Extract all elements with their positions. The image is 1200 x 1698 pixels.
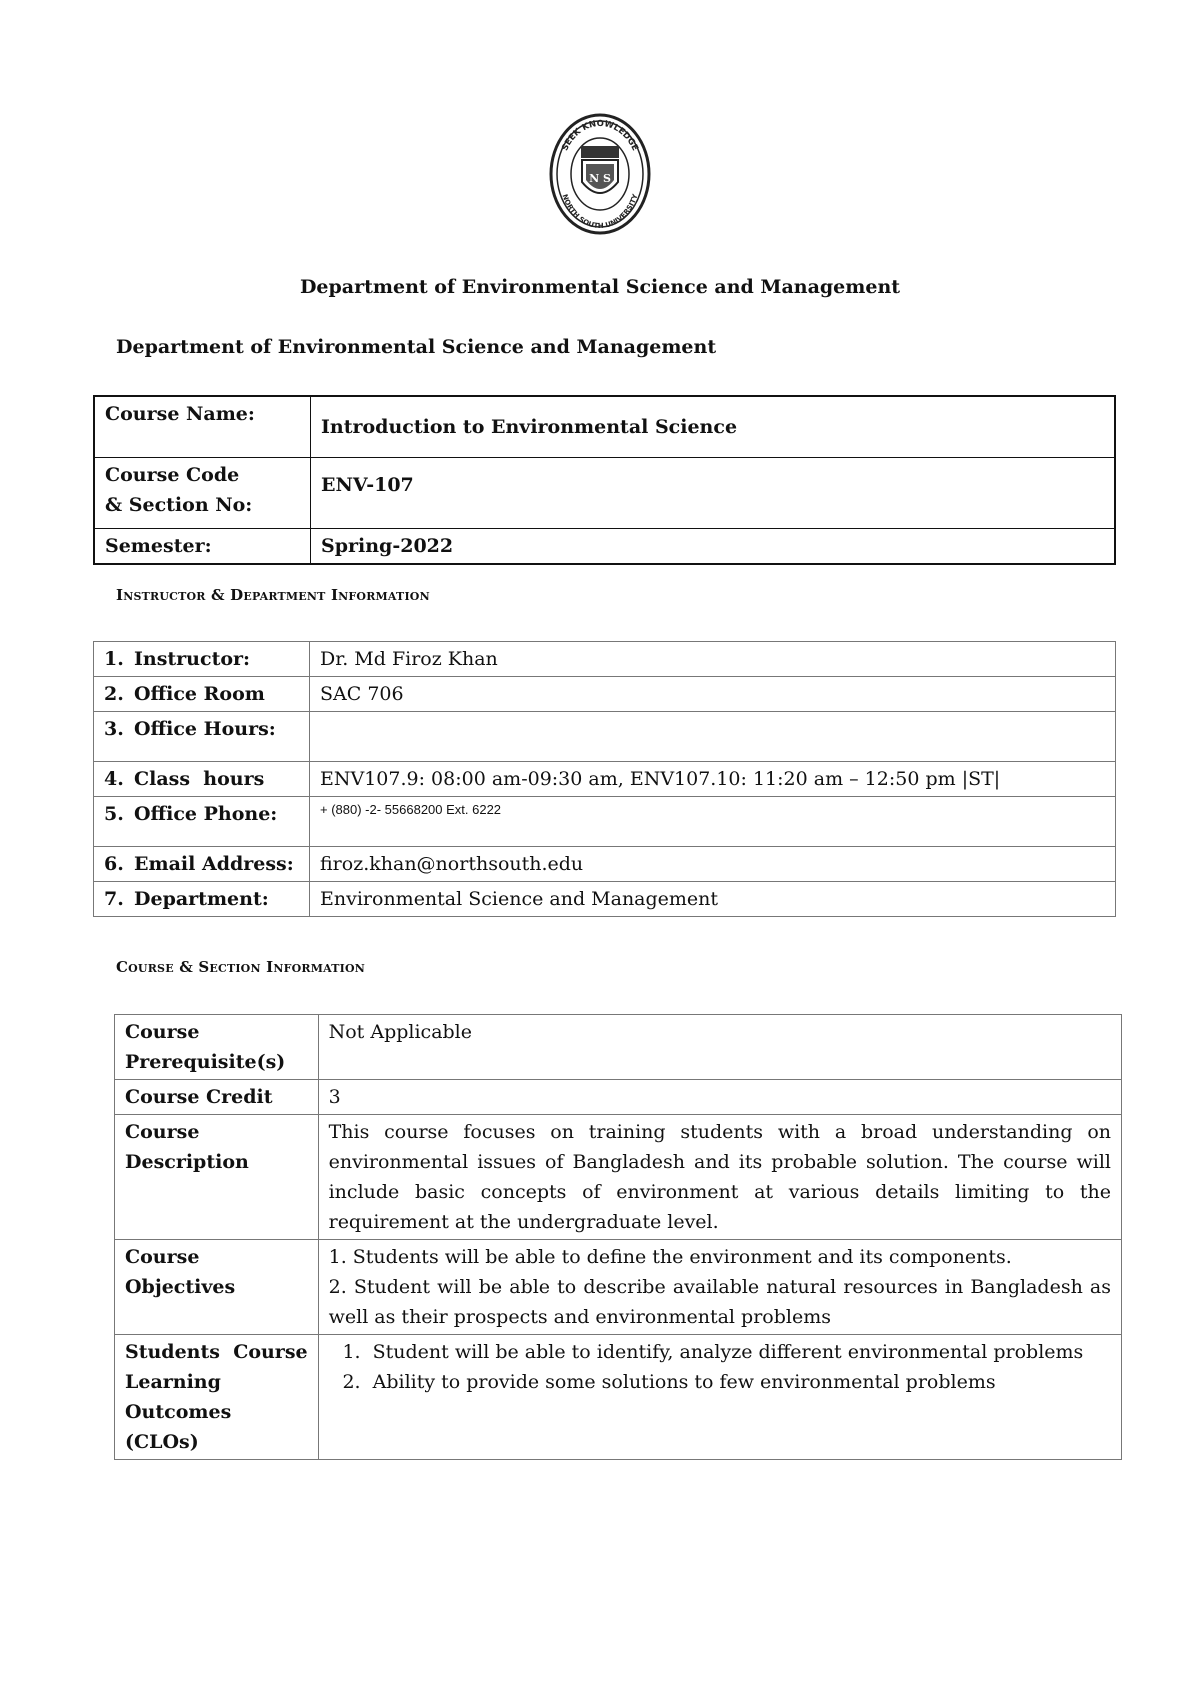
table-row	[94, 396, 1115, 458]
page-title: Department of Environmental Science and Management	[299, 276, 901, 298]
table-row	[115, 1335, 1122, 1460]
objective-item: 1. Students will be able to define the environment and its components.	[328, 1246, 1012, 1268]
table-row	[94, 797, 1116, 847]
svg-text:N S: N S	[589, 172, 611, 185]
course-section-table	[114, 1014, 1122, 1460]
table-row	[94, 529, 1115, 565]
prerequisite-value: Not Applicable	[318, 1015, 1121, 1080]
email-value: firoz.khan@northsouth.edu	[310, 847, 1116, 882]
office-phone-value: + (880) -2- 55668200 Ext. 6222	[310, 797, 1116, 847]
table-row	[94, 847, 1116, 882]
course-name-value: Introduction to Environmental Science	[311, 396, 1116, 458]
row-label: 5. Office Phone:	[94, 797, 310, 847]
semester-label: Semester:	[94, 529, 311, 565]
course-section-title: Course & Section Information	[116, 958, 366, 976]
clo-label: Students Course Learning Outcomes (CLOs)	[115, 1335, 319, 1460]
credit-label: Course Credit	[115, 1080, 319, 1115]
description-value: This course focuses on training students with a broad understanding on environmental issues of Bangladesh and its probable solution. The course will include basic concepts of environment at various details limiting to the requirement at the undergraduate level.	[318, 1115, 1121, 1240]
description-label: Course Description	[115, 1115, 319, 1240]
office-room-value: SAC 706	[310, 677, 1116, 712]
objectives-value	[318, 1240, 1121, 1335]
instructor-section-title: Instructor & Department Information	[116, 586, 430, 604]
clo-value	[318, 1335, 1121, 1460]
semester-value: Spring-2022	[311, 529, 1116, 565]
svg-text:NORTH SOUTH UNIVERSITY: NORTH SOUTH UNIVERSITY	[560, 193, 640, 231]
table-row	[94, 762, 1116, 797]
svg-text:SEEK KNOWLEDGE: SEEK KNOWLEDGE	[560, 118, 640, 153]
objectives-label: Course Objectives	[115, 1240, 319, 1335]
department-heading: Department of Environmental Science and Management	[116, 336, 717, 358]
course-code-value: ENV-107	[311, 458, 1116, 529]
table-row	[94, 458, 1115, 529]
credit-value: 3	[318, 1080, 1121, 1115]
instructor-table	[93, 641, 1116, 917]
row-label: 1. Instructor:	[94, 642, 310, 677]
row-label: 2. Office Room	[94, 677, 310, 712]
class-hours-value: ENV107.9: 08:00 am-09:30 am, ENV107.10: 11:20 am – 12:50 pm |ST|	[310, 762, 1116, 797]
row-label: 6. Email Address:	[94, 847, 310, 882]
table-row	[94, 712, 1116, 762]
row-label: 7. Department:	[94, 882, 310, 917]
row-label: 3. Office Hours:	[94, 712, 310, 762]
table-row	[94, 642, 1116, 677]
table-row	[115, 1015, 1122, 1080]
table-row	[115, 1240, 1122, 1335]
course-name-label: Course Name:	[94, 396, 311, 458]
row-label: 4. Class hours	[94, 762, 310, 797]
office-hours-value	[310, 712, 1116, 762]
objective-item: 2. Student will be able to describe available natural resources in Bangladesh as well as their prospects and environmental problems	[328, 1276, 1111, 1328]
table-row	[115, 1080, 1122, 1115]
table-row	[94, 882, 1116, 917]
department-value: Environmental Science and Management	[310, 882, 1116, 917]
course-code-label: Course Code & Section No:	[94, 458, 311, 529]
course-info-table	[93, 395, 1116, 565]
prerequisite-label: Course Prerequisite(s)	[115, 1015, 319, 1080]
university-logo	[548, 112, 652, 236]
table-row	[94, 677, 1116, 712]
instructor-value: Dr. Md Firoz Khan	[310, 642, 1116, 677]
clo-item: 2. Ability to provide some solutions to few environmental problems	[367, 1367, 1111, 1397]
clo-item: 1. Student will be able to identify, analyze different environmental problems	[367, 1337, 1111, 1367]
table-row	[115, 1115, 1122, 1240]
